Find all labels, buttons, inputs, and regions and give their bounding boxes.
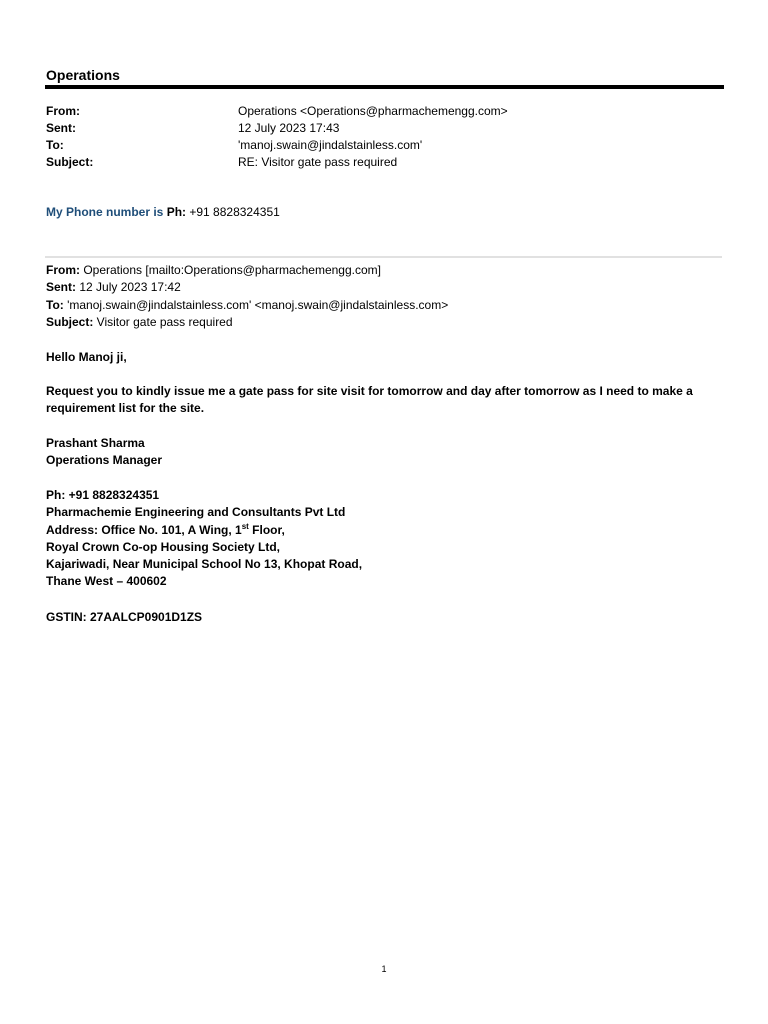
original-header (46, 262, 726, 331)
address-floor-superscript: st (241, 521, 249, 531)
original-sent-label: Sent: (46, 280, 76, 295)
reply-phone-value: +91 8828324351 (186, 205, 280, 219)
signature-address-line-3: Kajariwadi, Near Municipal School No 13, Khopat Road, (46, 557, 363, 572)
original-from-value: Operations [mailto:Operations@pharmachemengg.com] (80, 263, 381, 277)
address-line-1-text: Address: Office No. 101, A Wing, 1 (46, 522, 242, 537)
original-sent-line (46, 279, 726, 296)
signature-name-block (46, 435, 726, 470)
original-to-value: 'manoj.swain@jindalstainless.com' <manoj.swain@jindalstainless.com> (63, 297, 449, 312)
header-from-row (46, 103, 726, 120)
signature-role: Operations Manager (46, 453, 163, 468)
original-greeting: Hello Manoj ji, (46, 350, 127, 364)
signature-address-line-4: Thane West – 400602 (46, 574, 167, 589)
header-sent-row (46, 120, 726, 137)
header-from-label: From: (46, 104, 80, 118)
original-from-label: From: (46, 263, 80, 277)
reply-phone-line (46, 204, 280, 221)
original-to-label: To: (46, 297, 64, 312)
reply-phone-text: My Phone number is (46, 205, 167, 219)
original-subject-line (46, 314, 726, 331)
original-from-line (46, 262, 726, 279)
page-number: 1 (381, 964, 387, 974)
original-body (46, 383, 726, 418)
header-subject-label: Subject: (46, 155, 94, 169)
original-body-line-1: Request you to kindly issue me a gate pass for site visit for tomorrow and day after tomorrow as I need to make a (46, 384, 693, 398)
header-to-row (46, 137, 726, 154)
signature-gstin: GSTIN: 27AALCP0901D1ZS (46, 610, 203, 624)
original-body-line-2: requirement list for the site. (46, 401, 205, 416)
reply-phone-label: Ph: (166, 205, 187, 219)
address-line-1-end: Floor, (248, 522, 285, 537)
signature-address-line-1 (46, 522, 726, 539)
signature-name: Prashant Sharma (46, 436, 145, 450)
original-to-line (46, 297, 726, 314)
signature-address-line-2: Royal Crown Co-op Housing Society Ltd, (46, 539, 280, 554)
original-sent-value: 12 July 2023 17:42 (76, 280, 181, 295)
header-to-label: To: (46, 138, 64, 152)
header-sent-label: Sent: (46, 121, 76, 135)
title-divider (45, 85, 724, 89)
signature-contact-block (46, 487, 726, 591)
document-title: Operations (46, 67, 120, 83)
quoted-message-separator (45, 256, 722, 258)
header-to-value: 'manoj.swain@jindalstainless.com' (238, 138, 423, 152)
header-from-value: Operations <Operations@pharmachemengg.com> (238, 104, 508, 118)
signature-company: Pharmachemie Engineering and Consultants Pvt Ltd (46, 505, 346, 520)
header-subject-row (46, 154, 726, 171)
original-subject-label: Subject: (46, 314, 94, 329)
original-subject-value: Visitor gate pass required (93, 314, 233, 329)
header-subject-value: RE: Visitor gate pass required (238, 155, 398, 169)
signature-phone: Ph: +91 8828324351 (46, 488, 160, 502)
header-sent-value: 12 July 2023 17:43 (238, 121, 340, 135)
